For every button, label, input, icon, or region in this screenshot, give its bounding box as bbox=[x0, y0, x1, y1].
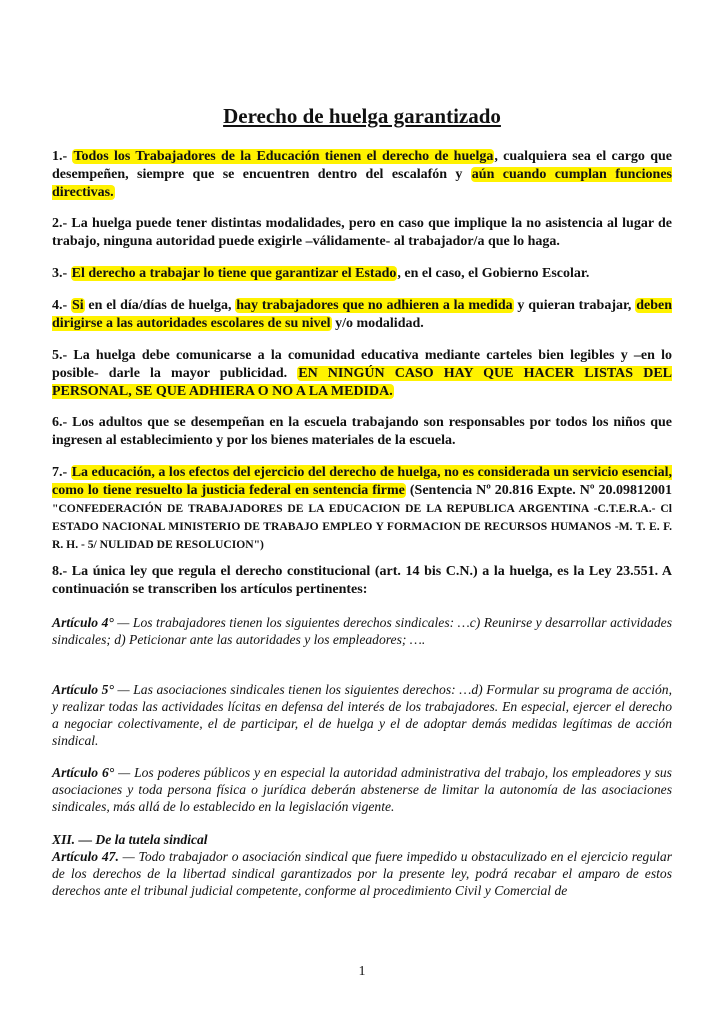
text: La única ley que regula el derecho constitucional (art. 14 bis C.N.) a la huelga, es la Ley 23.551. A continuación se transcriben los artículos pertinentes: bbox=[52, 564, 673, 597]
text: La huelga debe comunicarse a la comunidad educativa mediante carteles bien legibles y –en lo posible- darle la mayor publicidad. bbox=[52, 348, 673, 381]
text: , en el caso, el Gobierno Escolar. bbox=[397, 266, 590, 281]
highlighted-text: deben dirigirse a las autoridades escolares de su nivel bbox=[52, 298, 672, 331]
paragraph-8 bbox=[52, 563, 672, 599]
paragraph-4 bbox=[52, 297, 672, 333]
paragraph-number: 6.- bbox=[52, 415, 68, 430]
paragraph-number: 7.- bbox=[52, 465, 68, 480]
paragraph-6 bbox=[52, 414, 672, 450]
article-text: — Los trabajadores tienen los siguientes derechos sindicales: …c) Reunirse y desarrollar actividades sindicales; d) Peticionar ante las autoridades y los empleadores; …. bbox=[52, 615, 672, 647]
highlighted-text: Si bbox=[71, 298, 84, 313]
paragraph-2 bbox=[52, 215, 672, 251]
paragraph-number: 2.- bbox=[52, 216, 68, 231]
document-title: Derecho de huelga garantizado bbox=[223, 104, 501, 128]
paragraph-3 bbox=[52, 265, 672, 283]
highlighted-text: EN NINGÚN CASO HAY QUE HACER LISTAS DEL PERSONAL, SE QUE ADHIERA O NO A LA MEDIDA. bbox=[52, 366, 672, 399]
text: La huelga puede tener distintas modalidades, pero en caso que implique la no asistencia al lugar de trabajo, ninguna autoridad puede exigirle –válidamente- al trabajador/a que lo haga. bbox=[52, 216, 672, 249]
article-heading: Artículo 47. bbox=[52, 849, 119, 864]
text: , cualquiera sea el cargo que desempeñen, siempre que se encuentren dentro del escalafón y bbox=[52, 149, 672, 182]
article-4 bbox=[52, 614, 672, 648]
citation: (Sentencia Nº 20.816 Expte. Nº 20.09812001 bbox=[405, 483, 672, 498]
article-heading: Artículo 6° bbox=[52, 765, 115, 780]
case-name: "CONFEDERACIÓN DE TRABAJADORES DE LA EDUCACION DE LA REPUBLICA ARGENTINA -C.T.E.R.A.- Cl ESTADO NACIONAL MINISTERIO DE TRABAJO EMPLEO Y FORMACION DE RECURSOS HUMANOS -M. T. E. F. R. H. - 5/ NULIDAD DE RESOLUCION") bbox=[52, 502, 672, 551]
highlighted-text: Todos los Trabajadores de la Educación tienen el derecho de huelga bbox=[73, 149, 494, 164]
article-text: — Todo trabajador o asociación sindical que fuere impedido u obstaculizado en el ejercicio regular de los derechos de la libertad sindical garantizados por la presente ley, podrá recabar el amparo de estos derechos ante el tribunal judicial competente, conforme al procedimiento Civil y Comercial de bbox=[52, 849, 672, 898]
article-5 bbox=[52, 681, 672, 749]
paragraph-7 bbox=[52, 464, 672, 554]
paragraph-5 bbox=[52, 347, 672, 401]
article-text: — Las asociaciones sindicales tienen los siguientes derechos: …d) Formular su programa de acción, y realizar todas las actividades lícitas en defensa del interés de los trabajadores. En especial, ejercer el derecho a negociar colectivamente, el de participar, el de huelga y el de adoptar demás medidas legítimas de acción sindical. bbox=[52, 682, 672, 748]
paragraph-1 bbox=[52, 148, 672, 202]
text: en el día/días de huelga, bbox=[84, 298, 236, 313]
paragraph-number: 3.- bbox=[52, 266, 68, 281]
article-text: — Los poderes públicos y en especial la autoridad administrativa del trabajo, los empleadores y sus asociaciones y toda persona física o jurídica deberán abstenerse de limitar la autonomía de las asociaciones sindicales, más allá de lo establecido en la legislación vigente. bbox=[52, 765, 672, 814]
paragraph-number: 8.- bbox=[52, 564, 68, 579]
article-heading: Artículo 5° bbox=[52, 682, 114, 697]
article-6 bbox=[52, 764, 672, 815]
section-heading: XII. — De la tutela sindical bbox=[52, 832, 208, 847]
paragraph-number: 5.- bbox=[52, 348, 68, 363]
highlighted-text: aún cuando cumplan funciones directivas. bbox=[52, 167, 672, 200]
text: Los adultos que se desempeñan en la escuela trabajando son responsables por todos los niños que ingresen al establecimiento y por los bienes materiales de la escuela. bbox=[52, 415, 672, 448]
text: y quieran trabajar, bbox=[513, 298, 636, 313]
highlighted-text: hay trabajadores que no adhieren a la medida bbox=[236, 298, 513, 313]
article-heading: Artículo 4° bbox=[52, 615, 114, 630]
page-number: 1 bbox=[358, 964, 366, 979]
paragraph-number: 1.- bbox=[52, 149, 68, 164]
highlighted-text: La educación, a los efectos del ejercicio del derecho de huelga, no es considerada un servicio esencial, como lo tiene resuelto la justicia federal en sentencia firme bbox=[52, 465, 673, 498]
section-xii bbox=[52, 831, 672, 899]
text: y/o modalidad. bbox=[331, 316, 424, 331]
paragraph-number: 4.- bbox=[52, 298, 68, 313]
highlighted-text: El derecho a trabajar lo tiene que garantizar el Estado bbox=[71, 266, 397, 281]
